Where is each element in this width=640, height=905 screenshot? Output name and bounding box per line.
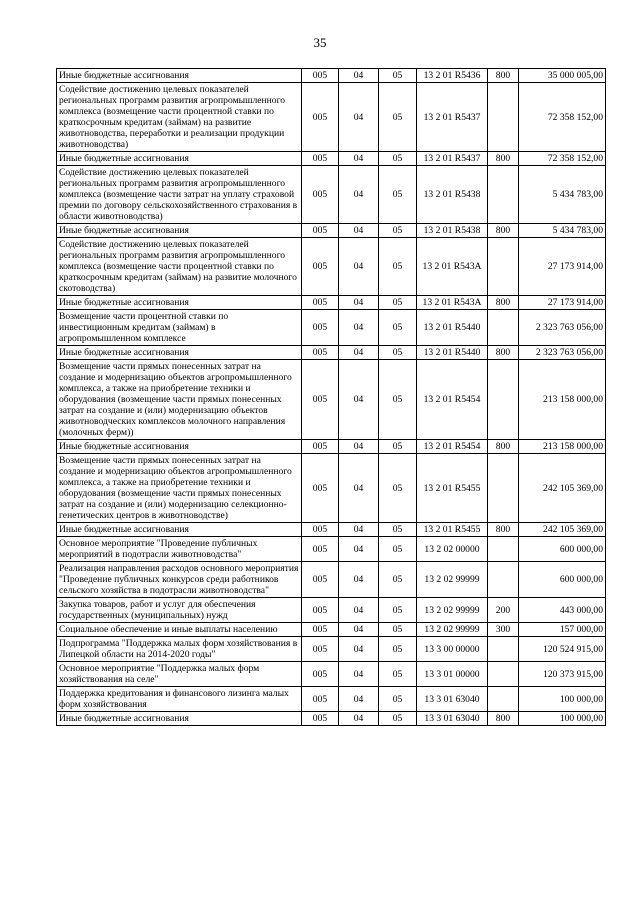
section-code-cell: 04	[339, 712, 379, 726]
subsection-code-cell: 05	[379, 712, 417, 726]
expense-type-cell	[488, 454, 519, 523]
target-article-cell: 13 2 01 R5436	[417, 69, 488, 83]
item-name-cell: Иные бюджетные ассигнования	[57, 296, 302, 310]
item-name-cell: Иные бюджетные ассигнования	[57, 69, 302, 83]
expense-type-cell: 800	[488, 346, 519, 360]
item-name-cell: Закупка товаров, работ и услуг для обеспечения государственных (муниципальных) нужд	[57, 598, 302, 623]
ministry-code-cell: 005	[302, 537, 339, 562]
amount-cell: 242 105 369,00	[519, 454, 606, 523]
item-name-cell: Основное мероприятие "Поддержка малых форм хозяйствования на селе"	[57, 662, 302, 687]
table-row	[57, 69, 606, 83]
ministry-code-cell: 005	[302, 152, 339, 166]
section-code-cell: 04	[339, 662, 379, 687]
table-row	[57, 296, 606, 310]
ministry-code-cell: 005	[302, 687, 339, 712]
section-code-cell: 04	[339, 310, 379, 346]
target-article-cell: 13 2 02 99999	[417, 562, 488, 598]
table-row	[57, 637, 606, 662]
section-code-cell: 04	[339, 598, 379, 623]
ministry-code-cell: 005	[302, 637, 339, 662]
expense-type-cell	[488, 166, 519, 224]
target-article-cell: 13 2 01 R5454	[417, 440, 488, 454]
section-code-cell: 04	[339, 623, 379, 637]
subsection-code-cell: 05	[379, 523, 417, 537]
section-code-cell: 04	[339, 83, 379, 152]
subsection-code-cell: 05	[379, 310, 417, 346]
table-row	[57, 523, 606, 537]
item-name-cell: Поддержка кредитования и финансового лизинга малых форм хозяйствования	[57, 687, 302, 712]
section-code-cell: 04	[339, 523, 379, 537]
subsection-code-cell: 05	[379, 598, 417, 623]
target-article-cell: 13 2 01 R5454	[417, 360, 488, 440]
expense-type-cell: 300	[488, 623, 519, 637]
amount-cell: 5 434 783,00	[519, 224, 606, 238]
ministry-code-cell: 005	[302, 310, 339, 346]
item-name-cell: Иные бюджетные ассигнования	[57, 712, 302, 726]
section-code-cell: 04	[339, 166, 379, 224]
subsection-code-cell: 05	[379, 69, 417, 83]
section-code-cell: 04	[339, 454, 379, 523]
subsection-code-cell: 05	[379, 360, 417, 440]
item-name-cell: Реализация направления расходов основного мероприятия "Проведение публичных конкурсов среди работников сельского хозяйства в подотрасли животноводства"	[57, 562, 302, 598]
amount-cell: 27 173 914,00	[519, 238, 606, 296]
target-article-cell: 13 2 01 R5455	[417, 454, 488, 523]
target-article-cell: 13 3 01 63040	[417, 687, 488, 712]
section-code-cell: 04	[339, 224, 379, 238]
section-code-cell: 04	[339, 152, 379, 166]
amount-cell: 100 000,00	[519, 687, 606, 712]
expense-type-cell: 800	[488, 440, 519, 454]
ministry-code-cell: 005	[302, 712, 339, 726]
amount-cell: 35 000 005,00	[519, 69, 606, 83]
target-article-cell: 13 2 01 R5438	[417, 224, 488, 238]
section-code-cell: 04	[339, 440, 379, 454]
subsection-code-cell: 05	[379, 440, 417, 454]
ministry-code-cell: 005	[302, 360, 339, 440]
item-name-cell: Иные бюджетные ассигнования	[57, 152, 302, 166]
expense-type-cell	[488, 562, 519, 598]
page-number: 35	[313, 35, 327, 50]
table-row	[57, 166, 606, 224]
target-article-cell: 13 2 02 00000	[417, 537, 488, 562]
expense-type-cell	[488, 662, 519, 687]
budget-table-body	[57, 69, 606, 726]
subsection-code-cell: 05	[379, 346, 417, 360]
item-name-cell: Возмещение части прямых понесенных затрат на создание и модернизацию объектов агропромышленного комплекса, а также на приобретение техники и оборудования (возмещение части прямых понесенных затрат на создание и (или) модернизацию объектов животноводческих комплексов молочного направления (молочных ферм))	[57, 360, 302, 440]
ministry-code-cell: 005	[302, 523, 339, 537]
item-name-cell: Социальное обеспечение и иные выплаты населению	[57, 623, 302, 637]
subsection-code-cell: 05	[379, 224, 417, 238]
amount-cell: 2 323 763 056,00	[519, 310, 606, 346]
subsection-code-cell: 05	[379, 687, 417, 712]
expense-type-cell	[488, 687, 519, 712]
ministry-code-cell: 005	[302, 346, 339, 360]
amount-cell: 72 358 152,00	[519, 152, 606, 166]
target-article-cell: 13 2 01 R5437	[417, 83, 488, 152]
ministry-code-cell: 005	[302, 440, 339, 454]
target-article-cell: 13 3 01 63040	[417, 712, 488, 726]
table-row	[57, 83, 606, 152]
section-code-cell: 04	[339, 69, 379, 83]
table-row	[57, 562, 606, 598]
section-code-cell: 04	[339, 537, 379, 562]
item-name-cell: Иные бюджетные ассигнования	[57, 224, 302, 238]
ministry-code-cell: 005	[302, 166, 339, 224]
table-row	[57, 537, 606, 562]
target-article-cell: 13 2 02 99999	[417, 598, 488, 623]
expense-type-cell	[488, 637, 519, 662]
table-row	[57, 224, 606, 238]
target-article-cell: 13 2 01 R5437	[417, 152, 488, 166]
item-name-cell: Подпрограмма "Поддержка малых форм хозяйствования в Липецкой области на 2014-2020 годы"	[57, 637, 302, 662]
expense-type-cell: 800	[488, 152, 519, 166]
subsection-code-cell: 05	[379, 623, 417, 637]
amount-cell: 120 373 915,00	[519, 662, 606, 687]
ministry-code-cell: 005	[302, 662, 339, 687]
amount-cell: 2 323 763 056,00	[519, 346, 606, 360]
amount-cell: 443 000,00	[519, 598, 606, 623]
expense-type-cell	[488, 360, 519, 440]
amount-cell: 100 000,00	[519, 712, 606, 726]
ministry-code-cell: 005	[302, 224, 339, 238]
ministry-code-cell: 005	[302, 238, 339, 296]
amount-cell: 157 000,00	[519, 623, 606, 637]
ministry-code-cell: 005	[302, 562, 339, 598]
table-row	[57, 310, 606, 346]
subsection-code-cell: 05	[379, 662, 417, 687]
table-row	[57, 687, 606, 712]
subsection-code-cell: 05	[379, 296, 417, 310]
item-name-cell: Основное мероприятие "Проведение публичных мероприятий в подотрасли животноводства"	[57, 537, 302, 562]
section-code-cell: 04	[339, 637, 379, 662]
expense-type-cell: 800	[488, 296, 519, 310]
target-article-cell: 13 2 01 R543A	[417, 238, 488, 296]
item-name-cell: Содействие достижению целевых показателей региональных программ развития агропромышленного комплекса (возмещение части затрат на уплату страховой премии по договору сельскохозяйственного страхования в области животноводства)	[57, 166, 302, 224]
table-row	[57, 238, 606, 296]
expense-type-cell	[488, 537, 519, 562]
expense-type-cell: 200	[488, 598, 519, 623]
expense-type-cell: 800	[488, 224, 519, 238]
target-article-cell: 13 2 01 R5440	[417, 310, 488, 346]
table-row	[57, 662, 606, 687]
subsection-code-cell: 05	[379, 454, 417, 523]
amount-cell: 120 524 915,00	[519, 637, 606, 662]
section-code-cell: 04	[339, 346, 379, 360]
target-article-cell: 13 2 01 R5440	[417, 346, 488, 360]
expense-type-cell: 800	[488, 523, 519, 537]
table-row	[57, 152, 606, 166]
subsection-code-cell: 05	[379, 637, 417, 662]
target-article-cell: 13 3 00 00000	[417, 637, 488, 662]
amount-cell: 72 358 152,00	[519, 83, 606, 152]
item-name-cell: Иные бюджетные ассигнования	[57, 440, 302, 454]
item-name-cell: Содействие достижению целевых показателей региональных программ развития агропромышленного комплекса (возмещение части процентной ставки по краткосрочным кредитам (займам) на развитие животноводства, переработки и реализации продукции животноводства)	[57, 83, 302, 152]
section-code-cell: 04	[339, 687, 379, 712]
ministry-code-cell: 005	[302, 454, 339, 523]
section-code-cell: 04	[339, 562, 379, 598]
table-row	[57, 440, 606, 454]
target-article-cell: 13 2 01 R543A	[417, 296, 488, 310]
ministry-code-cell: 005	[302, 69, 339, 83]
ministry-code-cell: 005	[302, 598, 339, 623]
section-code-cell: 04	[339, 238, 379, 296]
item-name-cell: Содействие достижению целевых показателей региональных программ развития агропромышленного комплекса (возмещение части процентной ставки по краткосрочным кредитам (займам) на развитие молочного скотоводства)	[57, 238, 302, 296]
amount-cell: 242 105 369,00	[519, 523, 606, 537]
expense-type-cell	[488, 310, 519, 346]
amount-cell: 600 000,00	[519, 537, 606, 562]
subsection-code-cell: 05	[379, 83, 417, 152]
ministry-code-cell: 005	[302, 83, 339, 152]
expense-type-cell	[488, 238, 519, 296]
item-name-cell: Возмещение части процентной ставки по инвестиционным кредитам (займам) в агропромышленном комплексе	[57, 310, 302, 346]
table-row	[57, 360, 606, 440]
target-article-cell: 13 2 01 R5438	[417, 166, 488, 224]
subsection-code-cell: 05	[379, 238, 417, 296]
amount-cell: 213 158 000,00	[519, 440, 606, 454]
subsection-code-cell: 05	[379, 537, 417, 562]
item-name-cell: Возмещение части прямых понесенных затрат на создание и модернизацию объектов агропромышленного комплекса, а также на приобретение техники и оборудования (возмещение части прямых понесенных затрат на создание и (или) модернизацию селекционно-генетических центров в животноводстве)	[57, 454, 302, 523]
subsection-code-cell: 05	[379, 152, 417, 166]
ministry-code-cell: 005	[302, 296, 339, 310]
ministry-code-cell: 005	[302, 623, 339, 637]
amount-cell: 5 434 783,00	[519, 166, 606, 224]
subsection-code-cell: 05	[379, 166, 417, 224]
expense-type-cell	[488, 83, 519, 152]
target-article-cell: 13 2 02 99999	[417, 623, 488, 637]
budget-table	[56, 68, 606, 726]
table-row	[57, 623, 606, 637]
subsection-code-cell: 05	[379, 562, 417, 598]
expense-type-cell: 800	[488, 69, 519, 83]
amount-cell: 600 000,00	[519, 562, 606, 598]
amount-cell: 27 173 914,00	[519, 296, 606, 310]
table-row	[57, 598, 606, 623]
item-name-cell: Иные бюджетные ассигнования	[57, 523, 302, 537]
amount-cell: 213 158 000,00	[519, 360, 606, 440]
table-row	[57, 454, 606, 523]
item-name-cell: Иные бюджетные ассигнования	[57, 346, 302, 360]
table-row	[57, 712, 606, 726]
section-code-cell: 04	[339, 360, 379, 440]
expense-type-cell: 800	[488, 712, 519, 726]
target-article-cell: 13 3 01 00000	[417, 662, 488, 687]
section-code-cell: 04	[339, 296, 379, 310]
table-row	[57, 346, 606, 360]
target-article-cell: 13 2 01 R5455	[417, 523, 488, 537]
